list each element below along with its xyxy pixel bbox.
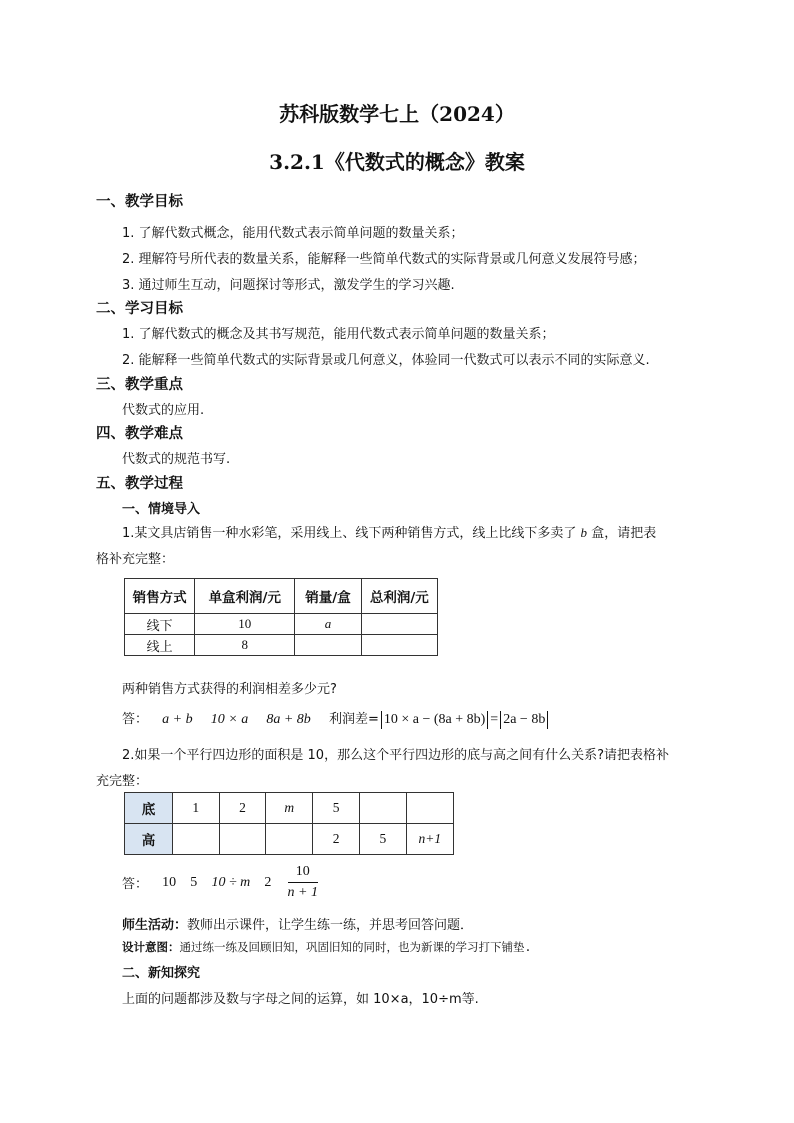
table-cell: 5 xyxy=(313,793,360,824)
table-cell: 5 xyxy=(359,824,406,855)
question-1-line-1: 1.某文具店销售一种水彩笔，采用线上、线下两种销售方式，线上比线下多卖了 b 盒，请把表 xyxy=(122,525,657,541)
teaching-goal-1: 1. 了解代数式概念，能用代数式表示简单问题的数量关系； xyxy=(122,226,464,241)
table-cell xyxy=(359,793,406,824)
table-row xyxy=(125,635,438,656)
table-row-base xyxy=(125,793,454,824)
table-cell: 2 xyxy=(219,793,266,824)
row-label-base: 底 xyxy=(125,793,173,824)
teaching-goal-2: 2. 理解符号所代表的数量关系，能解释一些简单代数式的实际背景或几何意义发展符号感； xyxy=(122,252,646,267)
question-2-line-1: 2.如果一个平行四边形的面积是 10，那么这个平行四边形的底与高之间有什么关系?请把表格补 xyxy=(122,748,669,763)
table-cell xyxy=(266,824,313,855)
table-cell xyxy=(361,614,437,635)
table-header-cell: 销量/盒 xyxy=(295,579,361,614)
answer-fraction: $\frac{10}{n + 1}$ xyxy=(287,864,318,900)
table-cell: m xyxy=(266,793,313,824)
teacher-student-activity: 师生活动：教师出示课件，让学生练一练，并思考回答问题． xyxy=(122,918,474,933)
table-cell: 10 xyxy=(195,614,295,635)
question-1-answer: 答： a + b 10 × a 8a + 8b 利润差= 10 × a − (8a + 8b) = 2a − 8b xyxy=(122,708,550,729)
difficulties-text: 代数式的规范书写. xyxy=(122,452,231,467)
table-cell xyxy=(219,824,266,855)
table-row-height xyxy=(125,824,454,855)
section-heading-process: 五、教学过程 xyxy=(96,476,183,492)
question-2-line-2: 充完整： xyxy=(96,774,149,789)
closing-line: 上面的问题都涉及数与字母之间的运算，如 10×a，10÷m等. xyxy=(122,992,479,1007)
key-points-text: 代数式的应用. xyxy=(122,403,205,418)
question-1-prompt: 两种销售方式获得的利润相差多少元? xyxy=(122,682,337,697)
parallelogram-table xyxy=(124,792,454,855)
table-header-cell: 销售方式 xyxy=(125,579,195,614)
document-subtitle: 3.2.1《代数式的概念》教案 xyxy=(269,150,525,174)
sales-table xyxy=(124,578,438,656)
table-header-cell: 总利润/元 xyxy=(361,579,437,614)
teaching-goal-3: 3. 通过师生互动，问题探讨等形式，激发学生的学习兴趣. xyxy=(122,278,455,293)
table-cell: 2 xyxy=(313,824,360,855)
question-2-answer: 答： 10 5 10 ÷ m 2 $\frac{10}{n + 1}$ xyxy=(122,864,318,900)
table-cell: n+1 xyxy=(406,824,453,855)
table-cell xyxy=(172,824,219,855)
table-cell: 1 xyxy=(172,793,219,824)
table-header-cell: 单盒利润/元 xyxy=(195,579,295,614)
table-cell: a xyxy=(295,614,361,635)
question-1-line-2: 格补充完整： xyxy=(96,552,175,567)
section-heading-key-points: 三、教学重点 xyxy=(96,377,183,393)
table-cell xyxy=(361,635,437,656)
subsection-new-knowledge: 二、新知探究 xyxy=(122,966,201,981)
subsection-scenario-intro: 一、情境导入 xyxy=(122,502,201,517)
section-heading-teaching-goals: 一、教学目标 xyxy=(96,194,183,210)
table-cell xyxy=(295,635,361,656)
section-heading-difficulties: 四、教学难点 xyxy=(96,426,183,442)
section-heading-learning-goals: 二、学习目标 xyxy=(96,301,183,317)
table-cell: 线下 xyxy=(125,614,195,635)
row-label-height: 高 xyxy=(125,824,173,855)
table-cell xyxy=(406,793,453,824)
table-cell: 8 xyxy=(195,635,295,656)
learning-goal-1: 1. 了解代数式的概念及其书写规范，能用代数式表示简单问题的数量关系； xyxy=(122,327,555,342)
table-cell: 线上 xyxy=(125,635,195,656)
learning-goal-2: 2. 能解释一些简单代数式的实际背景或几何意义，体验同一代数式可以表示不同的实际意义. xyxy=(122,353,650,368)
document-title: 苏科版数学七上（2024） xyxy=(279,102,515,126)
table-header-row xyxy=(125,579,438,614)
design-intent: 设计意图：通过练一练及回顾旧知，巩固旧知的同时，也为新课的学习打下铺垫. xyxy=(122,940,532,954)
table-row xyxy=(125,614,438,635)
